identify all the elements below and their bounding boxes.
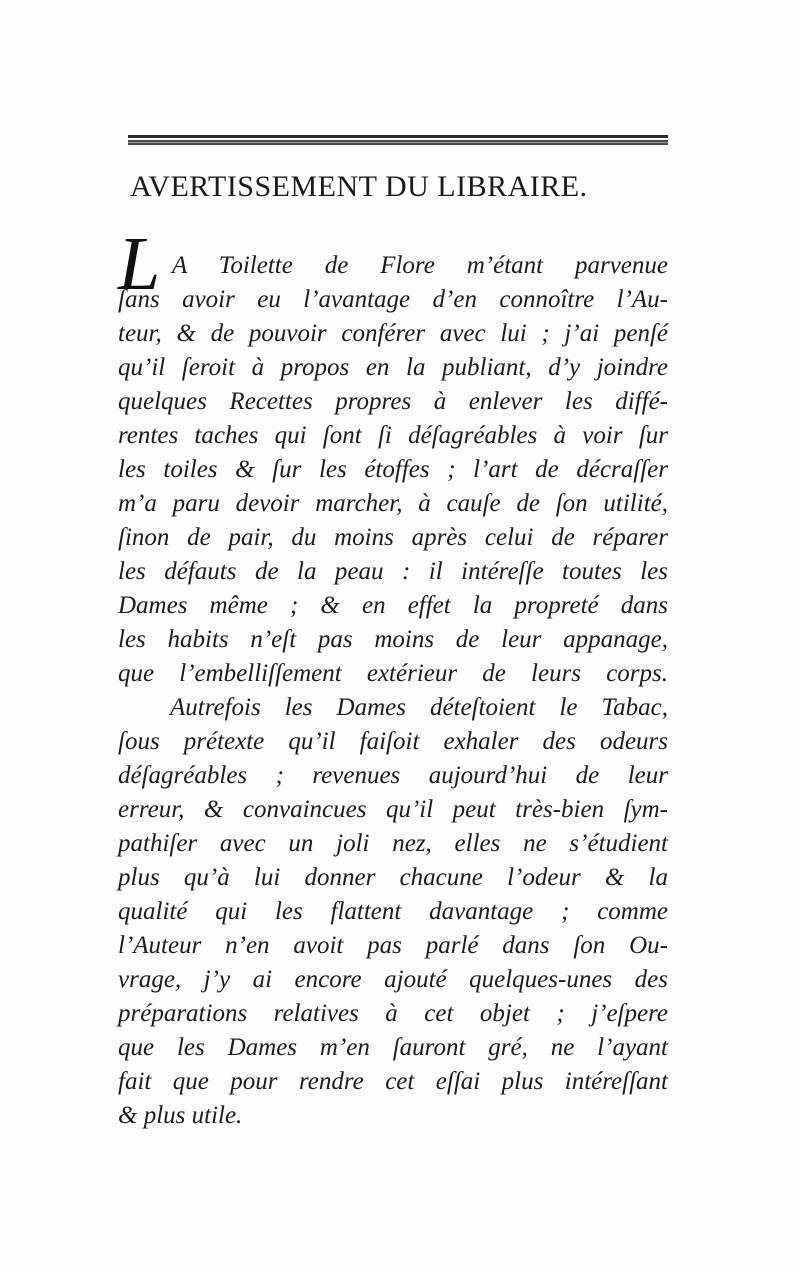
text-line: déſagréables ; revenues aujourd’hui de leur xyxy=(118,762,668,789)
text-line: que l’embelliſſement extérieur de leurs corps. xyxy=(118,660,668,687)
text-line: A Toilette de Flore m’étant parvenue xyxy=(172,252,668,279)
text-line: les toiles & ſur les étoffes ; l’art de décraſſer xyxy=(118,456,668,483)
text-line: préparations relatives à cet objet ; j’eſpere xyxy=(118,1000,668,1027)
text-line: l’Auteur n’en avoit pas parlé dans ſon Ou- xyxy=(118,932,668,959)
text-line: qualité qui les flattent davantage ; comme xyxy=(118,898,668,925)
text-line: ſans avoir eu l’avantage d’en connoître l’Au- xyxy=(118,286,668,313)
text-line: Dames même ; & en effet la propreté dans xyxy=(118,592,668,619)
text-line: ſinon de pair, du moins après celui de réparer xyxy=(118,524,668,551)
text-line: les défauts de la peau : il intéreſſe toutes les xyxy=(118,558,668,585)
text-line: quelques Recettes propres à enlever les diffé- xyxy=(118,388,668,415)
text-line: pathiſer avec un joli nez, elles ne s’étudient xyxy=(118,830,668,857)
text-line: plus qu’à lui donner chacune l’odeur & la xyxy=(118,864,668,891)
text-line: m’a paru devoir marcher, à cauſe de ſon utilité, xyxy=(118,490,668,517)
text-line: que les Dames m’en ſauront gré, ne l’ayant xyxy=(118,1034,668,1061)
text-line: erreur, & convaincues qu’il peut très-bien ſym- xyxy=(118,796,668,823)
text-line: rentes taches qui ſont ſi déſagréables à voir ſur xyxy=(118,422,668,449)
text-line: ſous prétexte qu’il faiſoit exhaler des odeurs xyxy=(118,728,668,755)
drop-cap: L xyxy=(118,222,161,306)
text-line: & plus utile. xyxy=(118,1102,243,1129)
text-line: fait que pour rendre cet eſſai plus intéreſſant xyxy=(118,1068,668,1095)
text-line: qu’il ſeroit à propos en la publiant, d’y joindre xyxy=(118,354,668,381)
text-line: vrage, j’y ai encore ajouté quelques-unes des xyxy=(118,966,668,993)
text-line: les habits n’eſt pas moins de leur appanage, xyxy=(118,626,668,653)
text-line: teur, & de pouvoir conférer avec lui ; j’ai penſé xyxy=(118,320,668,347)
text-line: Autrefois les Dames déteſtoient le Tabac, xyxy=(170,694,668,721)
page-title: AVERTISSEMENT DU LIBRAIRE. xyxy=(130,170,588,203)
